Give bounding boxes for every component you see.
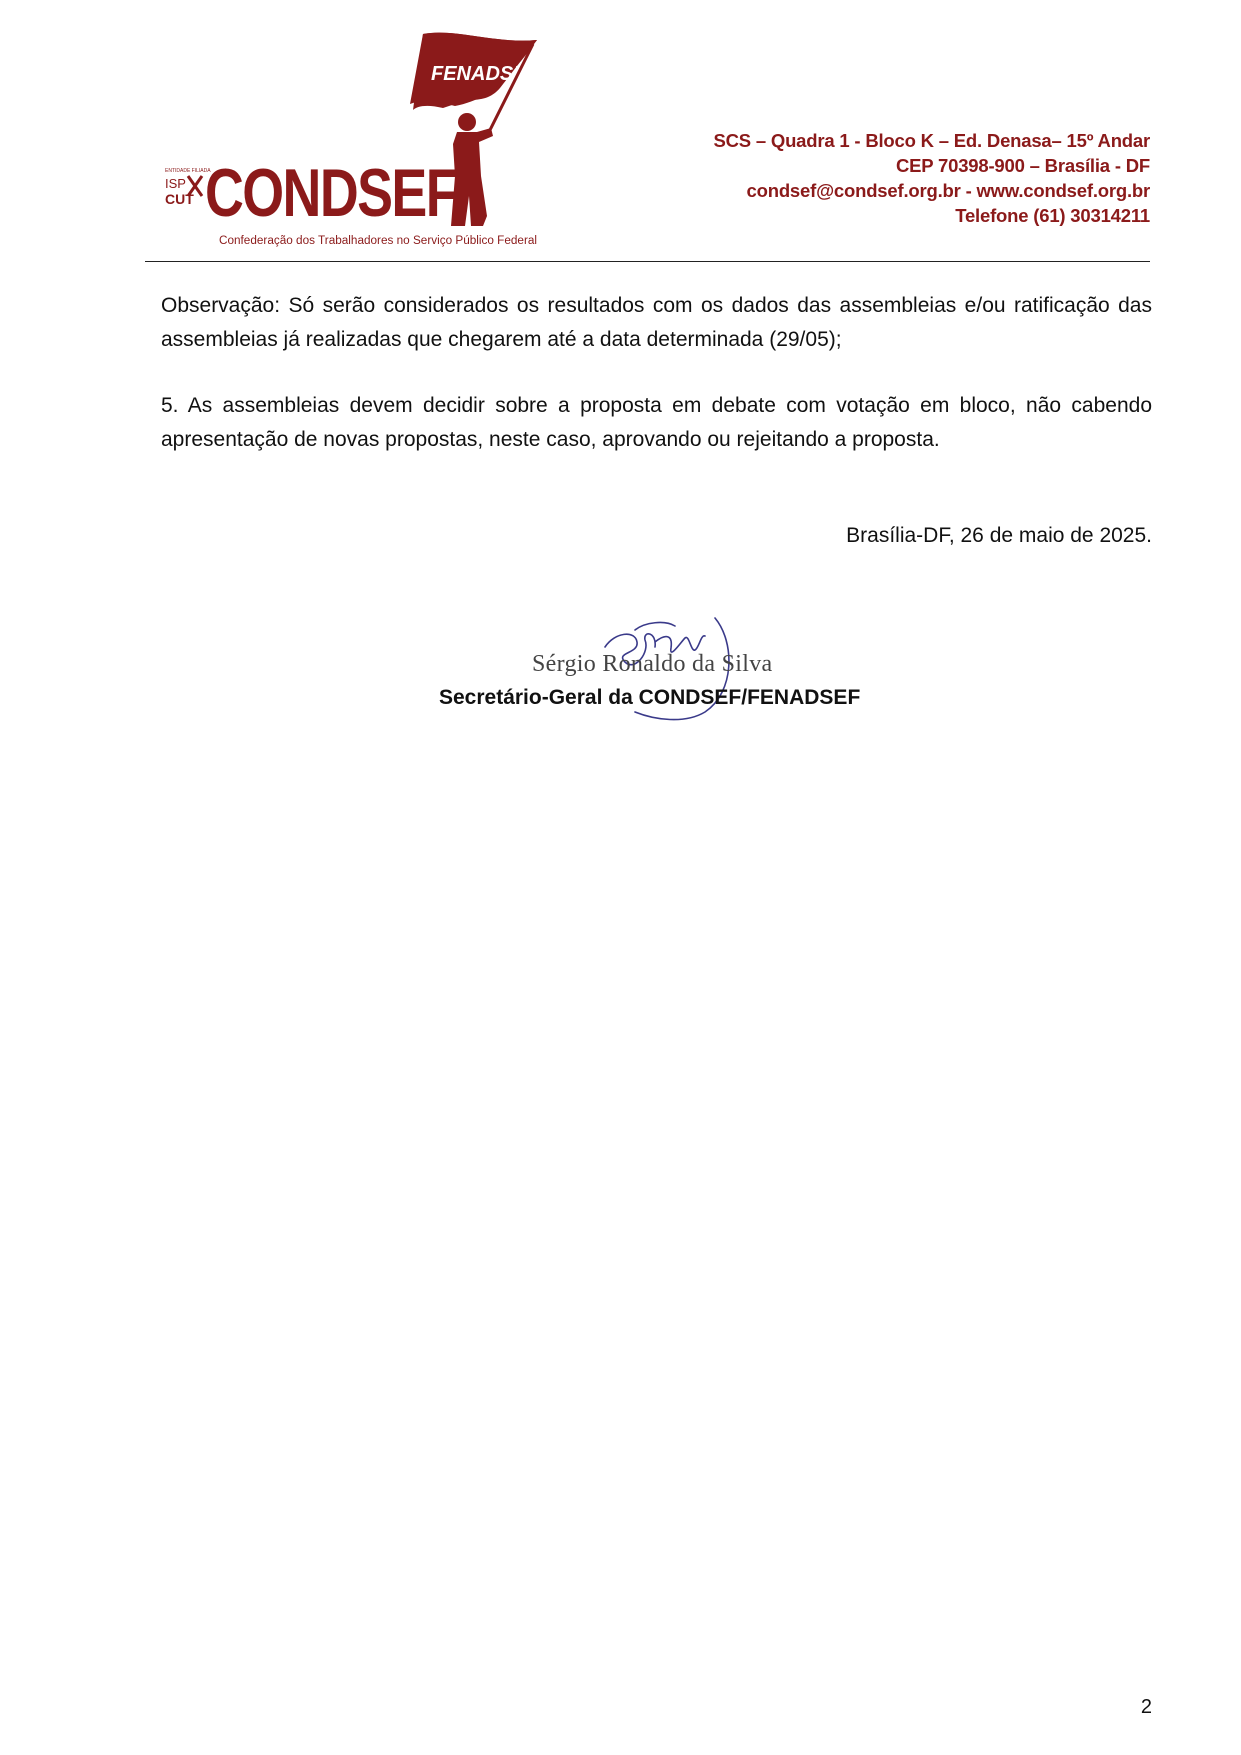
phone-line: Telefone (61) 30314211 xyxy=(955,205,1150,226)
logo-subtitle: Confederação dos Trabalhadores no Serviço Público Federal xyxy=(219,235,537,247)
condsef-logo xyxy=(165,26,610,258)
contact-line: condsef@condsef.org.br - www.condsef.org.br xyxy=(746,180,1150,201)
address-line: SCS – Quadra 1 - Bloco K – Ed. Denasa– 15º Andar xyxy=(713,130,1150,151)
date-line: Brasília-DF, 26 de maio de 2025. xyxy=(846,524,1152,547)
letterhead-address xyxy=(630,128,1150,228)
signatory-title: Secretário-Geral da CONDSEF/FENADSEF xyxy=(439,686,861,709)
logo-main-text: CONDSEF xyxy=(205,155,458,231)
address-line: CEP 70398-900 – Brasília - DF xyxy=(895,155,1150,176)
svg-text:ENTIDADE FILIADA: ENTIDADE FILIADA xyxy=(165,168,211,174)
logo-flag-text: FENADSEF xyxy=(431,63,539,85)
observation-paragraph: Observação: Só serão considerados os resultados com os dados das assembleias e/ou ratificação das assembleias já realizadas que chegarem até a data determinada (29/05); xyxy=(161,294,1152,351)
item-5-paragraph: 5. As assembleias devem decidir sobre a proposta em debate com votação em bloco, não cabendo apresentação de novas propostas, neste caso, aprovando ou rejeitando a proposta. xyxy=(161,394,1152,451)
signatory-name: Sérgio Ronaldo da Silva xyxy=(532,651,773,677)
logo-affiliation-top: ISP xyxy=(165,176,186,191)
page-number: 2 xyxy=(1140,1696,1152,1718)
header-divider xyxy=(145,261,1150,262)
logo-affiliation-bottom: CUT xyxy=(165,191,194,207)
